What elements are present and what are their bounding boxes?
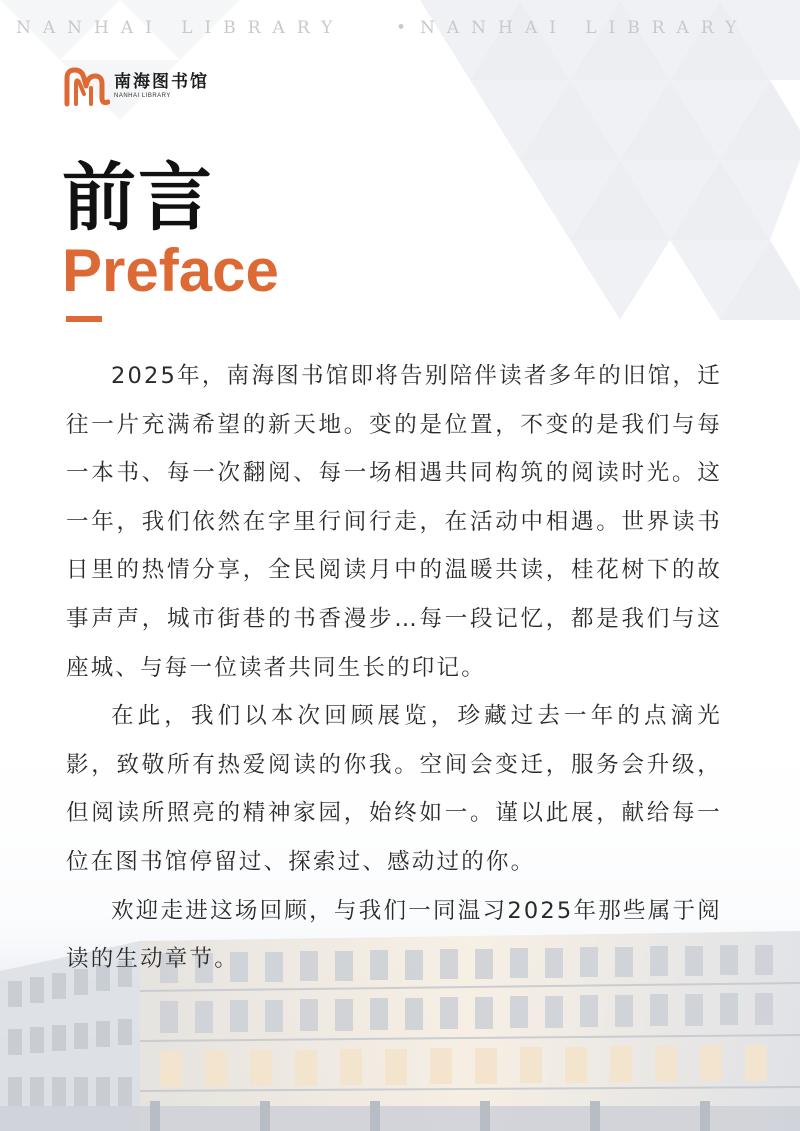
- library-logo: [64, 64, 209, 108]
- logo-name-cn: 南海图书馆: [114, 72, 209, 92]
- banner-right-text: NANHAI LIBRARY: [420, 18, 749, 38]
- title-accent-bar: [66, 316, 102, 322]
- banner-left-text: NANHAI LIBRARY: [16, 18, 345, 38]
- paragraph: 在此，我们以本次回顾展览，珍藏过去一年的点滴光影，致敬所有热爱阅读的你我。空间会变迁，服务会升级，但阅读所照亮的精神家园，始终如一。谨以此展，献给每一位在图书馆停留过、探索过、感动过的你。: [66, 703, 722, 875]
- preface-body: [66, 352, 722, 984]
- paragraph: 欢迎走进这场回顾，与我们一同温习2025年那些属于阅读的生动章节。: [66, 897, 722, 973]
- top-banner: [0, 18, 800, 46]
- nanhai-library-logo-icon: [64, 64, 110, 108]
- banner-dot: •: [396, 18, 419, 38]
- logo-name-en: NANHAI LIBRARY: [114, 93, 171, 99]
- paragraph: 2025年，南海图书馆即将告别陪伴读者多年的旧馆，迁往一片充满希望的新天地。变的是位置，不变的是我们与每一本书、每一次翻阅、每一场相遇共同构筑的阅读时光。这一年，我们依然在字里行间行走，在活动中相遇。世界读书日里的热情分享，全民阅读月中的温暖共读，桂花树下的故事声声，城市街巷的书香漫步…每一段记忆，都是我们与这座城、与每一位读者共同生长的印记。: [66, 363, 722, 681]
- page-title-en: Preface: [62, 237, 279, 304]
- page-title-cn: 前言: [62, 155, 214, 241]
